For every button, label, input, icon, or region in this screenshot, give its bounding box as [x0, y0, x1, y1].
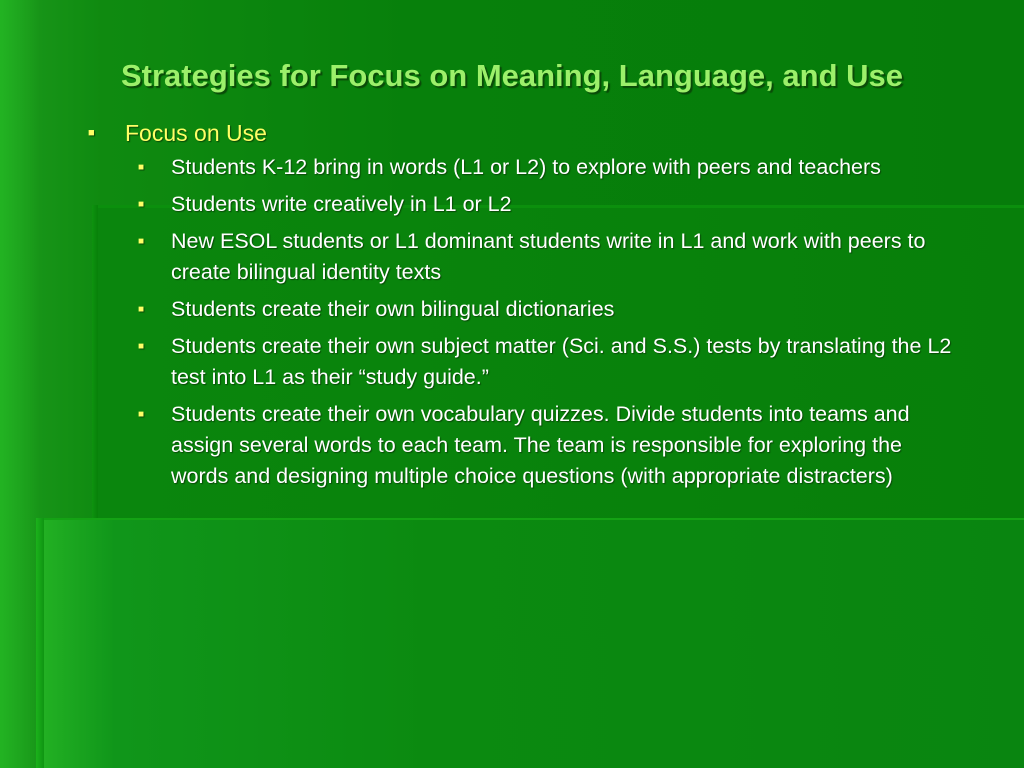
list-item: [138, 189, 958, 220]
square-bullet-icon: ■: [138, 236, 145, 247]
list-item: [138, 294, 958, 325]
slide-content: [88, 118, 958, 498]
slide-title: Strategies for Focus on Meaning, Language, and Use: [120, 58, 903, 93]
list-item-text: Students create their own vocabulary quizzes. Divide students into teams and assign several words to each team. The team is responsible for exploring the words and designing multiple choice questions (with appropriate distracters): [171, 402, 910, 488]
list-item-text: Students K-12 bring in words (L1 or L2) to explore with peers and teachers: [171, 155, 881, 179]
bullet-level1: [88, 118, 958, 148]
background-panel-lower: [36, 518, 1024, 768]
list-item: [138, 331, 958, 393]
square-bullet-icon: ■: [88, 127, 95, 139]
background-left-glow: [0, 0, 40, 768]
square-bullet-icon: ■: [138, 304, 145, 315]
list-item: [138, 152, 958, 183]
list-item-text: Students create their own bilingual dictionaries: [171, 297, 615, 321]
square-bullet-icon: ■: [138, 162, 145, 173]
list-item: [138, 399, 958, 492]
square-bullet-icon: ■: [138, 409, 145, 420]
list-item-text: New ESOL students or L1 dominant students write in L1 and work with peers to create bilingual identity texts: [171, 229, 926, 284]
heading-focus-on-use: Focus on Use: [125, 120, 267, 146]
bullet-list: [138, 152, 958, 492]
list-item: [138, 226, 958, 288]
list-item-text: Students create their own subject matter (Sci. and S.S.) tests by translating the L2 test into L1 as their “study guide.”: [171, 334, 952, 389]
square-bullet-icon: ■: [138, 199, 145, 210]
list-item-text: Students write creatively in L1 or L2: [171, 192, 512, 216]
square-bullet-icon: ■: [138, 341, 145, 352]
